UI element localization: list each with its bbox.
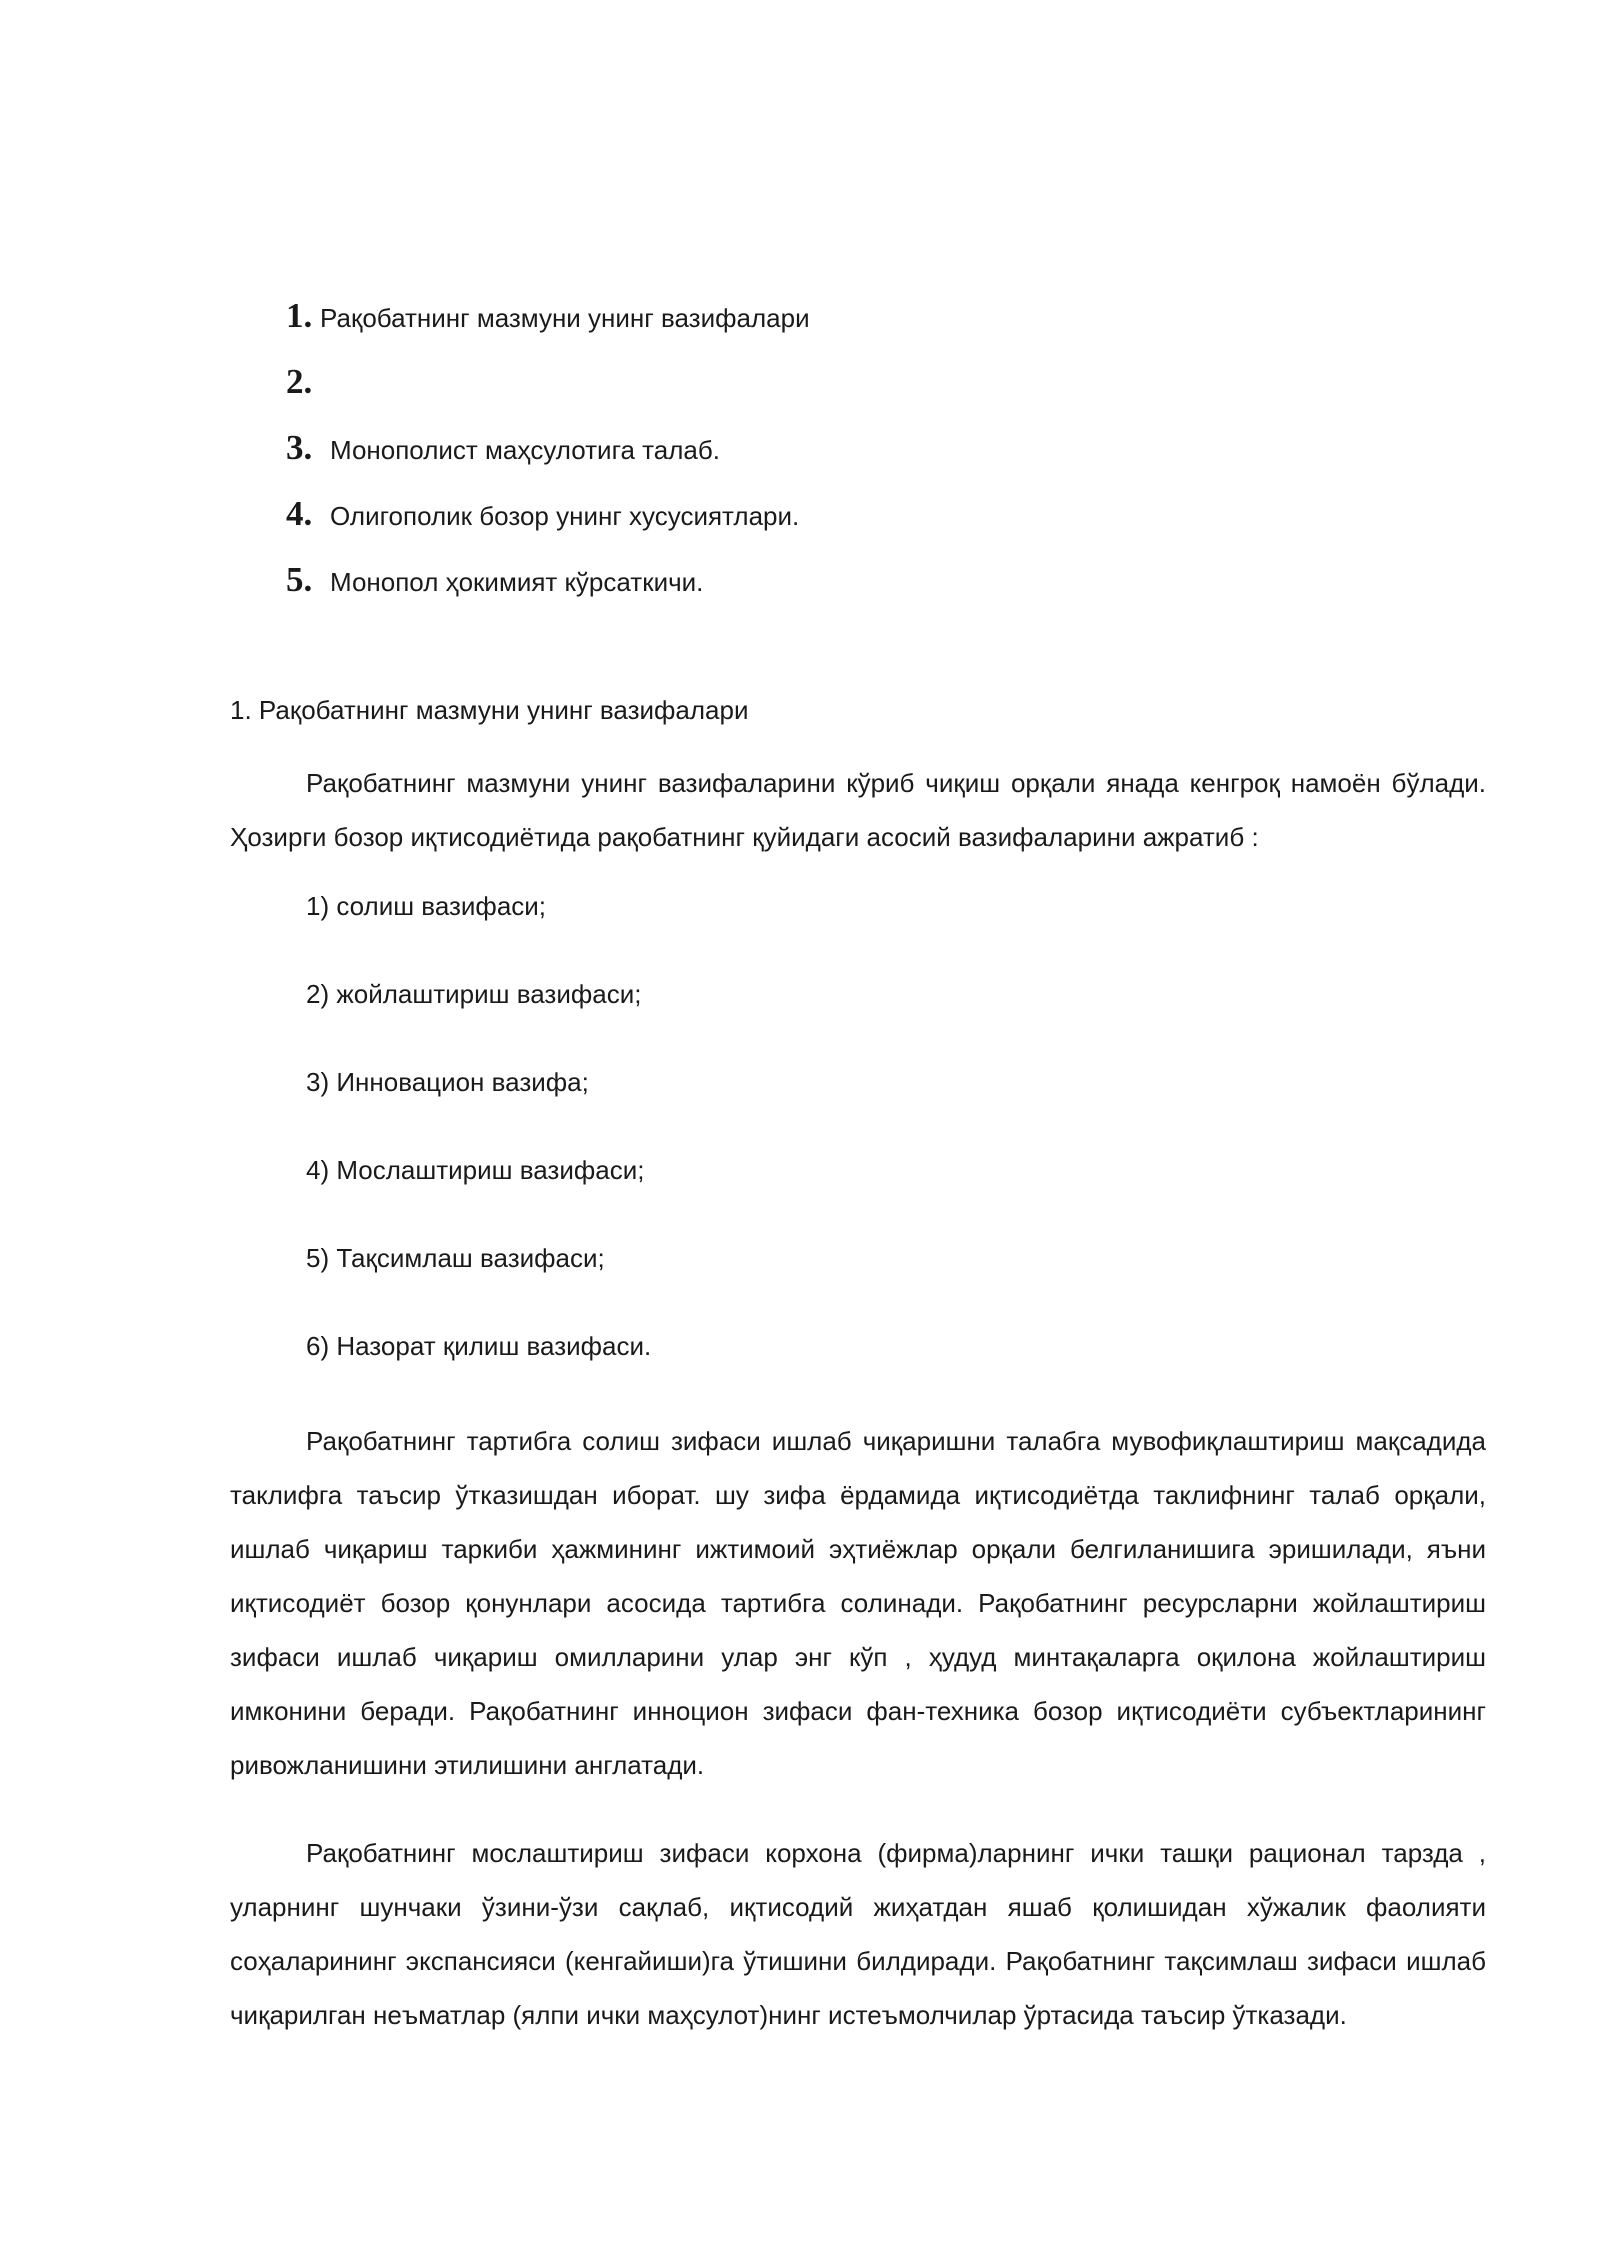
toc-item-1 (286, 296, 1386, 362)
toc-item-text: Монополист маҳсулотига талаб. (330, 435, 720, 465)
toc-item-4 (286, 494, 1386, 560)
toc-item-2 (286, 362, 1386, 428)
toc-item-number: 1. (286, 296, 313, 335)
table-of-contents (286, 296, 1386, 626)
toc-item-number: 4. (286, 494, 313, 533)
body-paragraph-2: Рақобатнинг тартибга солиш зифаси ишлаб чиқаришни талабга мувофиқлаштириш мақсадида таклифга таъсир ўтказишдан иборат. шу зифа ёрдамида иқтисодиётда таклифнинг талаб орқали, ишлаб чиқариш таркиби ҳажмининг ижтимоий эҳтиёжлар орқали белгиланишига эришилади, яъни иқтисодиёт бозор қонунлари асосида тартибга солинади. Рақобатнинг ресурсларни жойлаштириш зифаси ишлаб чиқариш омилларини улар энг кўп , ҳудуд минтақаларга оқилона жойлаштириш имконини беради. Рақобатнинг инноцион зифаси фан-техника бозор иқтисодиёти субъектларининг ривожланишини этилишини англатади. (230, 1426, 1486, 1780)
toc-item-number: 3. (286, 428, 313, 467)
list-item: 5) Тақсимлаш вазифаси; (306, 1243, 605, 1273)
toc-item-text: Монопол ҳокимият кўрсаткичи. (330, 567, 704, 597)
toc-item-number: 5. (286, 560, 313, 599)
toc-item-number: 2. (286, 362, 313, 401)
intro-paragraph: Рақобатнинг мазмуни унинг вазифаларини кўриб чиқиш орқали янада кенгроқ намоён бўлади. Ҳозирги бозор иқтисодиётида рақобатнинг қуйидаги асосий вазифаларини ажратиб : (230, 768, 1486, 852)
toc-item-5 (286, 560, 1386, 626)
toc-item-3 (286, 428, 1386, 494)
list-item: 1) солиш вазифаси; (306, 891, 547, 921)
document-body (230, 690, 1486, 2042)
list-item: 2) жойлаштириш вазифаси; (306, 979, 642, 1009)
list-item: 6) Назорат қилиш вазифаси. (306, 1331, 652, 1361)
body-paragraph-3: Рақобатнинг мослаштириш зифаси корхона (фирма)ларнинг ички ташқи рационал тарзда , уларнинг шунчаки ўзини-ўзи сақлаб, иқтисодий жиҳатдан яшаб қолишидан хўжалик фаолияти соҳаларининг экспансияси (кенгайиши)га ўтишини билдиради. Рақобатнинг тақсимлаш зифаси ишлаб чиқарилган неъматлар (ялпи ички маҳсулот)нинг истеъмолчилар ўртасида таъсир ўтказади. (230, 1838, 1486, 2030)
functions-list (230, 886, 1486, 1414)
section-heading: 1. Рақобатнинг мазмуни унинг вазифалари (230, 695, 749, 725)
toc-item-text: Олигополик бозор унинг хусусиятлари. (330, 501, 800, 531)
list-item: 4) Мослаштириш вазифаси; (306, 1155, 645, 1185)
list-item: 3) Инновацион вазифа; (306, 1067, 589, 1097)
toc-item-text: Рақобатнинг мазмуни унинг вазифалари (320, 303, 810, 333)
